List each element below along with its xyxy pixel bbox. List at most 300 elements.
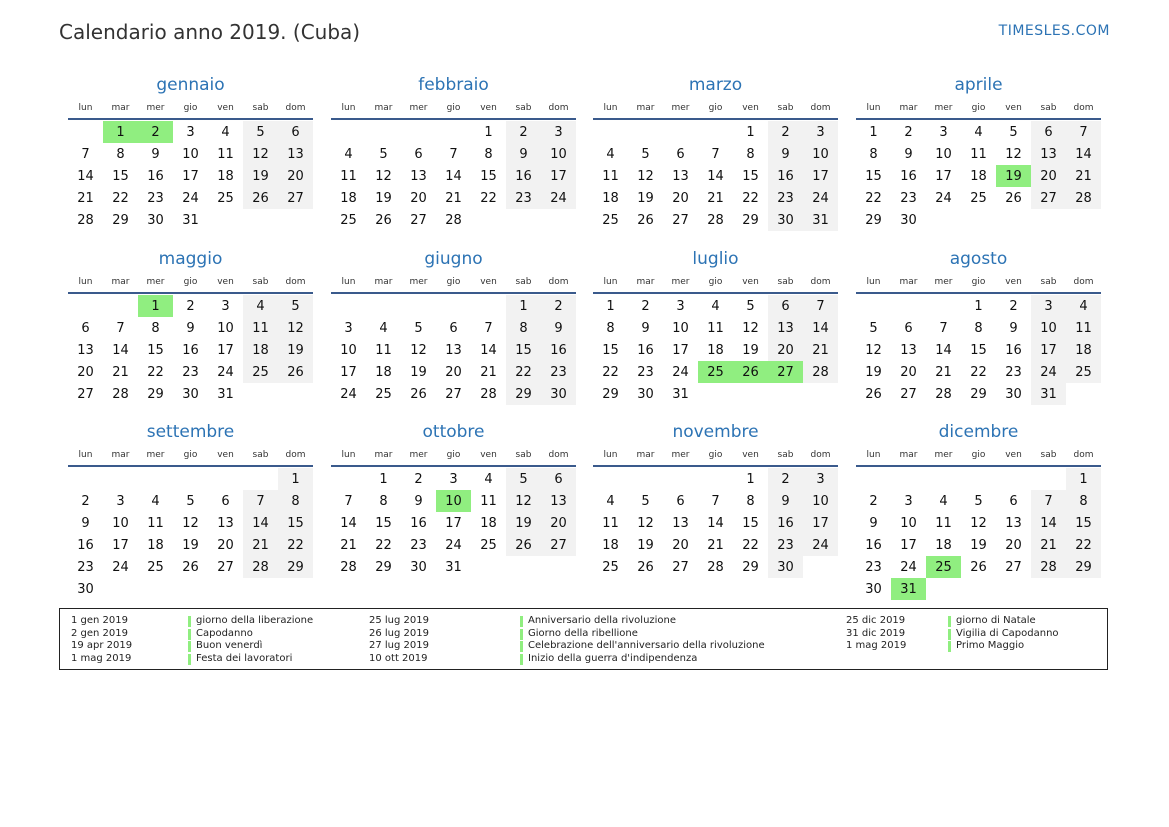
empty-cell (68, 121, 103, 143)
day-cell: 4 (151, 493, 160, 509)
day-cell: 5 (186, 493, 195, 509)
day-cell: 12 (506, 490, 541, 512)
day-cell: 24 (935, 190, 952, 206)
weekday-label: ven (480, 450, 497, 460)
day-cell: 12 (865, 342, 882, 358)
empty-cell (628, 468, 663, 490)
weekday-label: dom (810, 103, 831, 113)
legend-date: 19 apr 2019 (71, 640, 133, 651)
empty-cell (103, 295, 138, 317)
day-cell: 18 (243, 339, 278, 361)
day-cell: 1 (278, 468, 313, 490)
day-cell: 2 (869, 493, 878, 509)
day-cell: 26 (410, 386, 427, 402)
day-cell: 24 (217, 364, 234, 380)
day-cell: 20 (768, 339, 803, 361)
weekday-label: sab (252, 450, 269, 460)
header-rule (68, 118, 313, 120)
weekday-header (856, 446, 1101, 464)
month-settembre (68, 420, 313, 600)
day-cell: 12 (1005, 146, 1022, 162)
day-cell: 13 (410, 168, 427, 184)
day-cell: 6 (449, 320, 458, 336)
day-cell: 3 (904, 493, 913, 509)
weekday-label: gio (971, 277, 986, 287)
day-cell: 16 (768, 512, 803, 534)
day-cell: 18 (480, 515, 497, 531)
weekday-label: lun (341, 450, 356, 460)
day-cell: 23 (768, 187, 803, 209)
day-cell: 26 (375, 212, 392, 228)
empty-cell (331, 468, 366, 490)
day-cell: 6 (1031, 121, 1066, 143)
day-cell: 14 (243, 512, 278, 534)
day-cell: 24 (900, 559, 917, 575)
day-grid (593, 295, 838, 405)
day-cell: 2 (768, 468, 803, 490)
day-cell: 11 (602, 168, 619, 184)
day-cell: 13 (541, 490, 576, 512)
day-cell: 9 (186, 320, 195, 336)
header-rule (856, 118, 1101, 120)
day-grid (593, 121, 838, 231)
day-cell: 13 (278, 143, 313, 165)
day-cell: 31 (803, 209, 838, 231)
weekday-label: gio (708, 450, 723, 460)
day-cell: 15 (480, 168, 497, 184)
month-novembre (593, 420, 838, 578)
day-cell: 8 (746, 493, 755, 509)
day-cell: 30 (410, 559, 427, 575)
weekday-header (68, 273, 313, 291)
empty-cell (628, 121, 663, 143)
day-cell: 21 (1066, 165, 1101, 187)
day-cell: 3 (186, 124, 195, 140)
weekday-label: lun (78, 450, 93, 460)
legend-names-2 (520, 615, 765, 665)
day-cell: 15 (112, 168, 129, 184)
month-maggio (68, 247, 313, 405)
day-cell: 10 (935, 146, 952, 162)
day-cell: 5 (746, 298, 755, 314)
day-cell: 10 (803, 143, 838, 165)
month-luglio (593, 247, 838, 405)
day-cell: 12 (375, 168, 392, 184)
empty-cell (331, 121, 366, 143)
day-cell: 7 (243, 490, 278, 512)
day-cell: 2 (81, 493, 90, 509)
day-cell: 28 (1031, 556, 1066, 578)
weekday-header (593, 446, 838, 464)
day-cell: 26 (278, 361, 313, 383)
day-grid (331, 121, 576, 231)
day-cell: 31 (1031, 383, 1066, 405)
day-grid (331, 295, 576, 405)
day-cell: 16 (900, 168, 917, 184)
day-cell: 7 (116, 320, 125, 336)
header-rule (856, 292, 1101, 294)
day-cell: 26 (506, 534, 541, 556)
day-cell: 4 (484, 471, 493, 487)
day-cell: 5 (641, 146, 650, 162)
day-cell: 25 (1066, 361, 1101, 383)
weekday-label: mer (146, 450, 165, 460)
day-cell: 21 (707, 537, 724, 553)
day-cell: 27 (217, 559, 234, 575)
day-cell: 18 (375, 364, 392, 380)
day-cell: 3 (541, 121, 576, 143)
weekday-label: dom (1073, 450, 1094, 460)
day-cell: 19 (506, 512, 541, 534)
day-cell: 26 (182, 559, 199, 575)
day-cell: 27 (672, 212, 689, 228)
day-cell: 8 (151, 320, 160, 336)
day-cell: 29 (278, 556, 313, 578)
weekday-label: mar (636, 103, 655, 113)
legend-holiday-name: Buon venerdì (188, 640, 313, 653)
holiday-day: 26 (733, 361, 768, 383)
day-cell: 15 (147, 342, 164, 358)
day-cell: 30 (768, 556, 803, 578)
day-cell: 20 (1005, 537, 1022, 553)
empty-cell (1031, 468, 1066, 490)
day-cell: 9 (81, 515, 90, 531)
weekday-label: lun (866, 277, 881, 287)
day-cell: 3 (344, 320, 353, 336)
legend-holiday-name: Festa dei lavoratori (188, 653, 313, 666)
month-name: novembre (672, 422, 759, 442)
day-cell: 8 (869, 146, 878, 162)
weekday-label: mer (934, 450, 953, 460)
day-cell: 28 (935, 386, 952, 402)
day-cell: 24 (112, 559, 129, 575)
day-cell: 17 (217, 342, 234, 358)
day-cell: 3 (221, 298, 230, 314)
month-marzo (593, 73, 838, 231)
empty-cell (961, 468, 996, 490)
day-cell: 18 (935, 537, 952, 553)
weekday-label: ven (1005, 450, 1022, 460)
day-cell: 9 (904, 146, 913, 162)
day-cell: 13 (77, 342, 94, 358)
day-cell: 17 (672, 342, 689, 358)
day-cell: 23 (147, 190, 164, 206)
day-cell: 2 (641, 298, 650, 314)
empty-cell (926, 468, 961, 490)
day-cell: 23 (410, 537, 427, 553)
weekday-label: ven (742, 450, 759, 460)
day-cell: 27 (541, 534, 576, 556)
day-cell: 15 (742, 515, 759, 531)
day-cell: 7 (1031, 490, 1066, 512)
weekday-label: dom (1073, 277, 1094, 287)
legend-holiday-name: giorno di Natale (948, 615, 1059, 628)
day-cell: 29 (112, 212, 129, 228)
weekday-label: lun (603, 450, 618, 460)
weekday-label: gio (446, 450, 461, 460)
day-cell: 6 (221, 493, 230, 509)
month-name: ottobre (422, 422, 485, 442)
weekday-label: gio (183, 103, 198, 113)
day-cell: 20 (77, 364, 94, 380)
day-cell: 12 (182, 515, 199, 531)
weekday-label: sab (1040, 277, 1057, 287)
day-cell: 10 (340, 342, 357, 358)
empty-cell (208, 468, 243, 490)
month-name: agosto (949, 249, 1008, 269)
day-cell: 3 (1031, 295, 1066, 317)
day-cell: 28 (445, 212, 462, 228)
day-cell: 22 (480, 190, 497, 206)
day-cell: 13 (900, 342, 917, 358)
day-cell: 16 (865, 537, 882, 553)
day-cell: 16 (506, 165, 541, 187)
day-cell: 19 (970, 537, 987, 553)
weekday-label: mer (671, 450, 690, 460)
weekday-header (68, 446, 313, 464)
day-cell: 19 (637, 537, 654, 553)
day-cell: 24 (541, 187, 576, 209)
day-cell: 14 (77, 168, 94, 184)
day-cell: 23 (865, 559, 882, 575)
weekday-label: gio (971, 103, 986, 113)
weekday-label: lun (78, 103, 93, 113)
day-cell: 5 (1009, 124, 1018, 140)
day-cell: 17 (340, 364, 357, 380)
day-cell: 18 (147, 537, 164, 553)
weekday-label: sab (1040, 103, 1057, 113)
day-cell: 15 (1066, 512, 1101, 534)
day-cell: 25 (217, 190, 234, 206)
day-cell: 11 (935, 515, 952, 531)
day-cell: 30 (1005, 386, 1022, 402)
day-cell: 9 (1009, 320, 1018, 336)
month-name: gennaio (156, 75, 225, 95)
empty-cell (138, 468, 173, 490)
day-cell: 19 (637, 190, 654, 206)
empty-cell (401, 121, 436, 143)
day-cell: 23 (637, 364, 654, 380)
day-cell: 23 (77, 559, 94, 575)
day-cell: 31 (182, 212, 199, 228)
day-cell: 19 (410, 364, 427, 380)
weekday-label: dom (810, 450, 831, 460)
weekday-label: sab (777, 103, 794, 113)
day-cell: 28 (112, 386, 129, 402)
day-cell: 8 (278, 490, 313, 512)
weekday-label: dom (285, 103, 306, 113)
day-cell: 11 (602, 515, 619, 531)
day-cell: 20 (672, 537, 689, 553)
day-cell: 1 (379, 471, 388, 487)
day-cell: 4 (974, 124, 983, 140)
brand-link[interactable]: TIMESLES.COM (998, 23, 1110, 39)
day-cell: 29 (147, 386, 164, 402)
day-cell: 19 (278, 339, 313, 361)
weekday-label: ven (217, 277, 234, 287)
day-cell: 29 (375, 559, 392, 575)
weekday-header (331, 273, 576, 291)
day-cell: 6 (1009, 493, 1018, 509)
legend-holiday-name: Celebrazione dell'anniversario della rivoluzione (520, 640, 765, 653)
day-cell: 24 (803, 534, 838, 556)
header-rule (331, 292, 576, 294)
weekday-label: mer (934, 277, 953, 287)
header-rule (593, 292, 838, 294)
day-cell: 6 (676, 493, 685, 509)
legend-date: 10 ott 2019 (369, 652, 428, 664)
day-cell: 20 (900, 364, 917, 380)
day-cell: 25 (480, 537, 497, 553)
weekday-label: ven (480, 277, 497, 287)
weekday-label: sab (777, 277, 794, 287)
weekday-label: mar (374, 277, 393, 287)
page-title: Calendario anno 2019. (Cuba) (59, 20, 361, 44)
day-cell: 12 (278, 317, 313, 339)
weekday-label: gio (971, 450, 986, 460)
legend-date: 27 lug 2019 (369, 640, 429, 651)
day-cell: 19 (182, 537, 199, 553)
day-cell: 20 (217, 537, 234, 553)
empty-cell (68, 295, 103, 317)
day-cell: 23 (768, 534, 803, 556)
day-cell: 31 (217, 386, 234, 402)
legend-dates-2 (369, 615, 429, 665)
weekday-label: dom (548, 450, 569, 460)
day-cell: 22 (742, 537, 759, 553)
holiday-day: 31 (891, 578, 926, 600)
day-cell: 27 (77, 386, 94, 402)
weekday-label: mer (409, 103, 428, 113)
day-cell: 18 (340, 190, 357, 206)
holiday-day: 25 (926, 556, 961, 578)
day-cell: 19 (375, 190, 392, 206)
day-cell: 15 (506, 339, 541, 361)
weekday-label: mer (671, 277, 690, 287)
day-cell: 1 (746, 124, 755, 140)
weekday-label: mer (409, 450, 428, 460)
weekday-label: sab (1040, 450, 1057, 460)
day-cell: 8 (974, 320, 983, 336)
empty-cell (366, 121, 401, 143)
day-cell: 25 (970, 190, 987, 206)
month-name: settembre (146, 422, 235, 442)
day-cell: 10 (217, 320, 234, 336)
day-cell: 23 (506, 187, 541, 209)
weekday-label: ven (1005, 277, 1022, 287)
day-cell: 13 (672, 515, 689, 531)
weekday-label: lun (341, 277, 356, 287)
day-cell: 5 (974, 493, 983, 509)
day-cell: 7 (939, 320, 948, 336)
day-cell: 22 (278, 534, 313, 556)
day-grid (593, 468, 838, 578)
day-cell: 31 (672, 386, 689, 402)
day-cell: 4 (1066, 295, 1101, 317)
day-cell: 25 (602, 559, 619, 575)
day-cell: 1 (606, 298, 615, 314)
legend-date: 1 mag 2019 (71, 652, 132, 664)
weekday-label: gio (446, 277, 461, 287)
day-cell: 28 (803, 361, 838, 383)
weekday-header (331, 446, 576, 464)
day-cell: 1 (974, 298, 983, 314)
day-cell: 1 (506, 295, 541, 317)
day-cell: 15 (970, 342, 987, 358)
day-cell: 1 (746, 471, 755, 487)
weekday-label: gio (183, 277, 198, 287)
day-grid (68, 468, 313, 600)
day-cell: 28 (1066, 187, 1101, 209)
month-giugno (331, 247, 576, 405)
day-cell: 22 (970, 364, 987, 380)
day-cell: 22 (375, 537, 392, 553)
day-cell: 30 (77, 581, 94, 597)
day-cell: 5 (379, 146, 388, 162)
legend-names-1 (188, 615, 313, 665)
empty-cell (926, 295, 961, 317)
empty-cell (698, 121, 733, 143)
day-cell: 2 (506, 121, 541, 143)
day-cell: 12 (970, 515, 987, 531)
day-cell: 11 (970, 146, 987, 162)
day-cell: 27 (445, 386, 462, 402)
holiday-day: 1 (138, 295, 173, 317)
day-grid (856, 468, 1101, 600)
day-cell: 14 (707, 168, 724, 184)
day-cell: 5 (641, 493, 650, 509)
day-cell: 29 (1066, 556, 1101, 578)
weekday-label: ven (480, 103, 497, 113)
day-cell: 6 (768, 295, 803, 317)
month-name: febbraio (418, 75, 489, 95)
weekday-label: lun (603, 277, 618, 287)
weekday-label: lun (341, 103, 356, 113)
empty-cell (663, 121, 698, 143)
weekday-label: dom (285, 277, 306, 287)
legend-date: 26 lug 2019 (369, 627, 429, 639)
weekday-label: sab (252, 277, 269, 287)
day-cell: 3 (676, 298, 685, 314)
day-cell: 25 (602, 212, 619, 228)
month-name: maggio (158, 249, 223, 269)
weekday-label: lun (603, 103, 618, 113)
day-cell: 12 (742, 320, 759, 336)
day-cell: 2 (768, 121, 803, 143)
day-cell: 21 (445, 190, 462, 206)
day-grid (856, 121, 1101, 231)
day-cell: 2 (541, 295, 576, 317)
day-cell: 27 (278, 187, 313, 209)
day-cell: 9 (151, 146, 160, 162)
header-rule (856, 465, 1101, 467)
day-cell: 5 (243, 121, 278, 143)
month-name: dicembre (938, 422, 1019, 442)
day-cell: 5 (414, 320, 423, 336)
day-cell: 8 (746, 146, 755, 162)
holiday-day: 19 (996, 165, 1031, 187)
weekday-label: gio (183, 450, 198, 460)
weekday-label: mar (111, 277, 130, 287)
day-cell: 25 (375, 386, 392, 402)
day-cell: 8 (484, 146, 493, 162)
day-cell: 16 (1005, 342, 1022, 358)
day-cell: 30 (637, 386, 654, 402)
day-cell: 25 (243, 361, 278, 383)
day-cell: 15 (865, 168, 882, 184)
header-rule (331, 118, 576, 120)
day-cell: 10 (541, 143, 576, 165)
